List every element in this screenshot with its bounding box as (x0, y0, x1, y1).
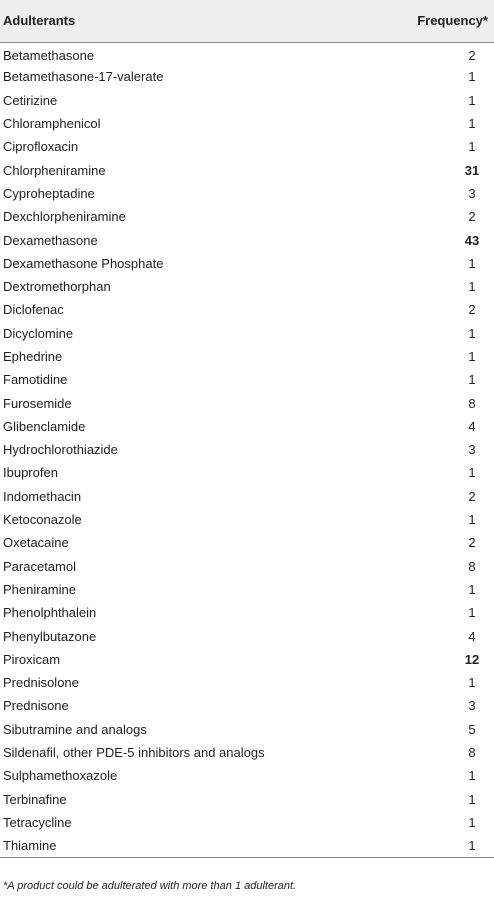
adulterant-name-cell: Hydrochlorothiazide (3, 442, 118, 458)
frequency-cell: 1 (468, 675, 476, 691)
frequency-cell: 5 (468, 721, 476, 737)
frequency-cell: 2 (468, 209, 476, 225)
table-header (0, 0, 494, 42)
header-row (0, 0, 494, 42)
table-row (0, 228, 494, 251)
table-row (0, 718, 494, 741)
frequency-cell: 2 (468, 535, 476, 551)
table-row (0, 135, 494, 158)
frequency-cell: 43 (464, 232, 480, 248)
table-row (0, 671, 494, 694)
table-row (0, 438, 494, 461)
adulterant-name-cell: Prednisolone (3, 675, 79, 691)
frequency-cell: 3 (468, 185, 476, 201)
table-footnote: *A product could be adulterated with more than 1 adulterant. (3, 880, 297, 892)
adulterant-name-cell: Phenylbutazone (3, 628, 97, 644)
table-row (0, 811, 494, 834)
table-row (0, 182, 494, 205)
frequency-cell: 2 (468, 488, 476, 504)
adulterant-name-cell: Famotidine (3, 372, 68, 388)
table-row (0, 508, 494, 531)
adulterant-name-cell: Chlorpheniramine (3, 162, 106, 178)
frequency-cell: 3 (468, 698, 476, 714)
table-row (0, 555, 494, 578)
frequency-cell: 1 (468, 768, 476, 784)
adulterant-name-cell: Ephedrine (3, 349, 63, 364)
table-row (0, 788, 494, 811)
table-row (0, 461, 494, 484)
frequency-cell: 1 (468, 255, 476, 271)
adulterant-name-cell: Phenolphthalein (3, 605, 97, 621)
table-row (0, 345, 494, 368)
adulterant-name-cell: Diclofenac (3, 302, 64, 318)
frequency-cell: 8 (468, 745, 476, 761)
adulterant-name-cell: Chloramphenicol (3, 116, 101, 132)
adulterant-name-cell: Dextromethorphan (3, 279, 111, 295)
adulterant-name-cell: Dexchlorpheniramine (3, 209, 126, 225)
frequency-cell: 31 (464, 162, 480, 178)
frequency-cell: 4 (468, 418, 476, 434)
adulterant-name-cell: Betamethasone-17-valerate (3, 69, 164, 85)
table-row (0, 834, 494, 857)
adulterant-name-cell: Cyproheptadine (3, 185, 95, 201)
adulterant-name-cell: Terbinafine (3, 791, 67, 807)
table-row (0, 252, 494, 275)
table-row (0, 624, 494, 647)
table-row (0, 112, 494, 135)
frequency-cell: 8 (468, 558, 476, 574)
frequency-cell: 1 (468, 139, 476, 155)
frequency-cell: 1 (468, 116, 476, 132)
table-row (0, 694, 494, 717)
adulterant-name-cell: Pheniramine (3, 581, 76, 597)
adulterant-name-cell: Cetirizine (3, 92, 58, 108)
table-row (0, 764, 494, 787)
table-row (0, 368, 494, 391)
frequency-cell: 8 (468, 395, 476, 411)
frequency-cell: 1 (468, 512, 476, 528)
frequency-cell: 1 (468, 814, 476, 830)
table-row (0, 322, 494, 345)
adulterant-name-cell: Indomethacin (3, 488, 82, 504)
table-row (0, 298, 494, 321)
adulterant-name-cell: Sulphamethoxazole (3, 768, 118, 784)
frequency-cell: 1 (468, 791, 476, 807)
adulterant-name-cell: Sibutramine and analogs (3, 721, 147, 737)
header-frequency: Frequency* (370, 0, 494, 42)
frequency-cell: 1 (370, 834, 494, 857)
table-row (0, 391, 494, 414)
frequency-cell: 2 (468, 48, 476, 64)
table-body (0, 42, 494, 857)
header-adulterants: Adulterants (0, 0, 370, 42)
table-row (0, 205, 494, 228)
frequency-cell: 1 (468, 349, 476, 364)
table-row (0, 531, 494, 554)
frequency-cell: 12 (464, 651, 480, 667)
frequency-cell: 1 (468, 92, 476, 108)
table-row (0, 415, 494, 438)
adulterant-name-cell: Paracetamol (3, 558, 76, 574)
adulterant-name-cell: Sildenafil, other PDE-5 inhibitors and analogs (3, 745, 265, 761)
adulterant-name-cell: Betamethasone (3, 48, 95, 64)
adulterant-name-cell: Glibenclamide (3, 418, 86, 434)
frequency-cell: 1 (468, 325, 476, 341)
adulterant-name-cell: Furosemide (3, 395, 72, 411)
adulterant-name-cell: Dexamethasone (3, 232, 98, 248)
table-row (0, 89, 494, 112)
table-row (0, 601, 494, 624)
frequency-cell: 1 (468, 69, 476, 85)
table-row (0, 485, 494, 508)
adulterant-name-cell: Prednisone (3, 698, 69, 714)
adulterant-name-cell: Piroxicam (3, 651, 61, 667)
frequency-cell: 1 (468, 605, 476, 621)
adulterant-name-cell: Ciprofloxacin (3, 139, 79, 155)
adulterant-name-cell: Oxetacaine (3, 535, 69, 551)
frequency-cell: 1 (468, 279, 476, 295)
frequency-cell: 1 (468, 372, 476, 388)
frequency-cell: 1 (468, 465, 476, 481)
table-row (0, 578, 494, 601)
adulterant-name-cell: Ibuprofen (3, 465, 58, 481)
adulterant-name-cell: Dicyclomine (3, 325, 74, 341)
table-row (0, 42, 494, 65)
frequency-cell: 2 (468, 302, 476, 318)
adulterant-name-cell: Tetracycline (3, 814, 72, 830)
frequency-cell: 3 (468, 442, 476, 458)
adulterant-name-cell: Ketoconazole (3, 512, 82, 528)
table-row (0, 158, 494, 181)
adulterant-name-cell: Dexamethasone Phosphate (3, 255, 164, 271)
frequency-cell: 1 (468, 581, 476, 597)
table-row (0, 275, 494, 298)
adulterant-name-cell: Thiamine (0, 834, 370, 857)
table-row (0, 648, 494, 671)
table-row (0, 65, 494, 88)
frequency-cell: 4 (468, 628, 476, 644)
table-row (0, 741, 494, 764)
